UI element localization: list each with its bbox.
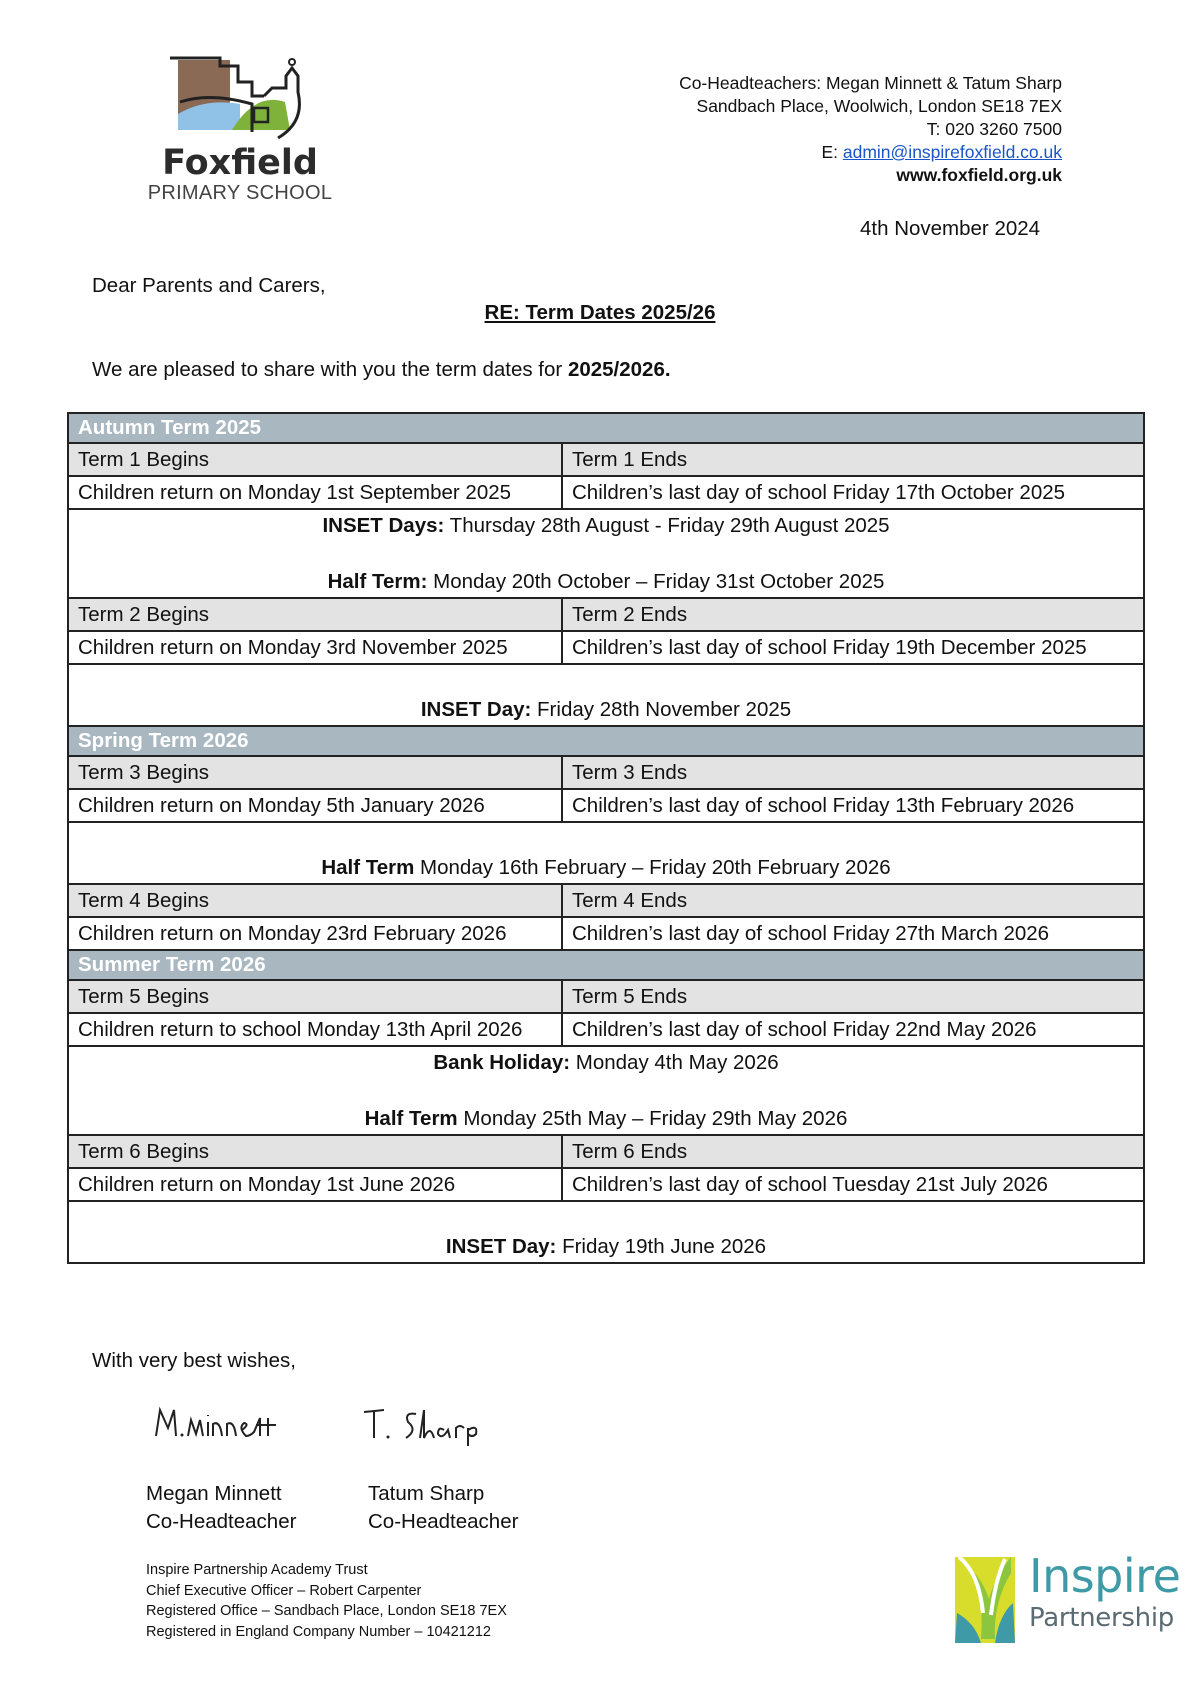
signer-sharp <box>368 1480 518 1536</box>
table-row <box>68 509 1144 598</box>
term-begin-date: Children return on Monday 3rd November 2025 <box>68 631 562 664</box>
table-row <box>68 443 1144 476</box>
term-end-date: Children’s last day of school Friday 13th February 2026 <box>562 789 1144 822</box>
table-row <box>68 884 1144 917</box>
term-end-date: Children’s last day of school Tuesday 21st July 2026 <box>562 1168 1144 1201</box>
note-value: Monday 20th October – Friday 31st October 2025 <box>427 570 885 593</box>
note-value: Monday 25th May – Friday 29th May 2026 <box>457 1107 848 1130</box>
footer-line: Registered Office – Sandbach Place, London SE18 7EX <box>146 1603 507 1619</box>
note-label: INSET Day: <box>445 1235 557 1258</box>
half-term-note <box>78 854 1134 881</box>
note-label: Half Term <box>321 856 415 879</box>
signer-name: Tatum Sharp <box>368 1482 485 1505</box>
foxfield-logo <box>140 52 340 212</box>
table-row <box>68 1013 1144 1046</box>
inspire-logo-word: Inspire <box>1029 1549 1181 1603</box>
term-begin-label: Term 3 Begins <box>68 756 562 789</box>
note-label: INSET Day: <box>420 698 532 721</box>
letter-date: 4th November 2024 <box>860 217 1041 240</box>
term-dates-table <box>67 412 1145 1264</box>
email-prefix: E: <box>821 142 843 162</box>
table-row <box>68 1168 1144 1201</box>
leaf-icon <box>955 1553 1019 1645</box>
section-row-autumn <box>68 413 1144 443</box>
letter-subject: RE: Term Dates 2025/26 <box>484 301 716 324</box>
notes-cell <box>68 509 1144 598</box>
signer-name: Megan Minnett <box>146 1482 282 1505</box>
note-label: Bank Holiday: <box>433 1051 571 1074</box>
inset-day-note <box>78 696 1134 723</box>
signer-minnett <box>146 1480 296 1536</box>
note-label: Half Term <box>364 1107 458 1130</box>
footer-line: Chief Executive Officer – Robert Carpenter <box>146 1582 422 1599</box>
intro-year: 2025/2026. <box>567 358 671 381</box>
term-end-date: Children’s last day of school Friday 22nd May 2026 <box>562 1013 1144 1046</box>
table-row <box>68 631 1144 664</box>
term-begin-date: Children return to school Monday 13th April 2026 <box>68 1013 562 1046</box>
table-row <box>68 756 1144 789</box>
note-label: Half Term: <box>327 570 428 593</box>
table-row <box>68 664 1144 726</box>
note-value: Friday 28th November 2025 <box>531 698 792 721</box>
notes-cell <box>68 1201 1144 1263</box>
inset-days-note <box>78 512 1134 539</box>
section-row-spring <box>68 726 1144 756</box>
greeting: Dear Parents and Carers, <box>92 274 326 297</box>
term-begin-label: Term 1 Begins <box>68 443 562 476</box>
signature-sharp <box>360 1398 490 1448</box>
term-begin-label: Term 6 Begins <box>68 1135 562 1168</box>
notes-cell <box>68 822 1144 884</box>
signer-role: Co-Headteacher <box>368 1510 519 1533</box>
term-end-label: Term 6 Ends <box>562 1135 1144 1168</box>
term-end-label: Term 4 Ends <box>562 884 1144 917</box>
half-term-note <box>78 568 1134 595</box>
school-logo-name: Foxfield <box>162 143 318 183</box>
school-building-icon <box>160 52 320 142</box>
closing-wishes: With very best wishes, <box>92 1349 296 1372</box>
school-logo-subtitle: PRIMARY SCHOOL <box>147 182 333 204</box>
bank-holiday-note <box>78 1049 1134 1076</box>
term-begin-date: Children return on Monday 5th January 2026 <box>68 789 562 822</box>
note-value: Monday 4th May 2026 <box>570 1051 779 1074</box>
notes-cell <box>68 664 1144 726</box>
term-begin-label: Term 4 Begins <box>68 884 562 917</box>
term-end-date: Children’s last day of school Friday 19th December 2025 <box>562 631 1144 664</box>
intro-text: We are pleased to share with you the term dates for <box>92 358 568 381</box>
term-end-label: Term 1 Ends <box>562 443 1144 476</box>
table-row <box>68 1046 1144 1135</box>
table-row <box>68 789 1144 822</box>
table-row <box>68 917 1144 950</box>
note-value: Thursday 28th August - Friday 29th August 2025 <box>444 514 890 537</box>
section-title: Summer Term 2026 <box>68 950 1144 980</box>
term-end-label: Term 3 Ends <box>562 756 1144 789</box>
note-label: INSET Days: <box>322 514 445 537</box>
note-value: Friday 19th June 2026 <box>556 1235 767 1258</box>
table-row <box>68 980 1144 1013</box>
address-line: Sandbach Place, Woolwich, London SE18 7EX <box>696 96 1062 116</box>
term-end-date: Children’s last day of school Friday 27th March 2026 <box>562 917 1144 950</box>
contact-block <box>502 72 1062 187</box>
email-line <box>502 141 1062 164</box>
signature-minnett <box>150 1398 300 1448</box>
term-begin-date: Children return on Monday 1st June 2026 <box>68 1168 562 1201</box>
half-term-note <box>78 1105 1134 1132</box>
term-begin-label: Term 5 Begins <box>68 980 562 1013</box>
table-row <box>68 476 1144 509</box>
table-row <box>68 822 1144 884</box>
notes-cell <box>68 1046 1144 1135</box>
partnership-logo-word: Partnership <box>1029 1603 1174 1633</box>
section-row-summer <box>68 950 1144 980</box>
term-begin-date: Children return on Monday 1st September 2025 <box>68 476 562 509</box>
footer-line: Registered in England Company Number – 10421212 <box>146 1623 491 1640</box>
footer-line: Inspire Partnership Academy Trust <box>146 1562 368 1578</box>
intro-paragraph <box>92 358 671 382</box>
phone-line: T: 020 3260 7500 <box>926 119 1062 139</box>
email-link[interactable]: admin@inspirefoxfield.co.uk <box>842 142 1062 162</box>
table-row <box>68 598 1144 631</box>
note-value: Monday 16th February – Friday 20th February 2026 <box>414 856 891 879</box>
term-end-date: Children’s last day of school Friday 17th October 2025 <box>562 476 1144 509</box>
trust-footer <box>146 1560 507 1642</box>
term-begin-label: Term 2 Begins <box>68 598 562 631</box>
term-begin-date: Children return on Monday 23rd February 2026 <box>68 917 562 950</box>
term-end-label: Term 2 Ends <box>562 598 1144 631</box>
section-title: Spring Term 2026 <box>68 726 1144 756</box>
table-row <box>68 1201 1144 1263</box>
section-title: Autumn Term 2025 <box>68 413 1144 443</box>
website-line: www.foxfield.org.uk <box>896 165 1062 185</box>
headteachers-line: Co-Headteachers: Megan Minnett & Tatum Sharp <box>679 73 1062 93</box>
inset-day-note <box>78 1233 1134 1260</box>
term-end-label: Term 5 Ends <box>562 980 1144 1013</box>
signer-role: Co-Headteacher <box>146 1510 297 1533</box>
table-row <box>68 1135 1144 1168</box>
inspire-partnership-logo <box>955 1549 1185 1645</box>
